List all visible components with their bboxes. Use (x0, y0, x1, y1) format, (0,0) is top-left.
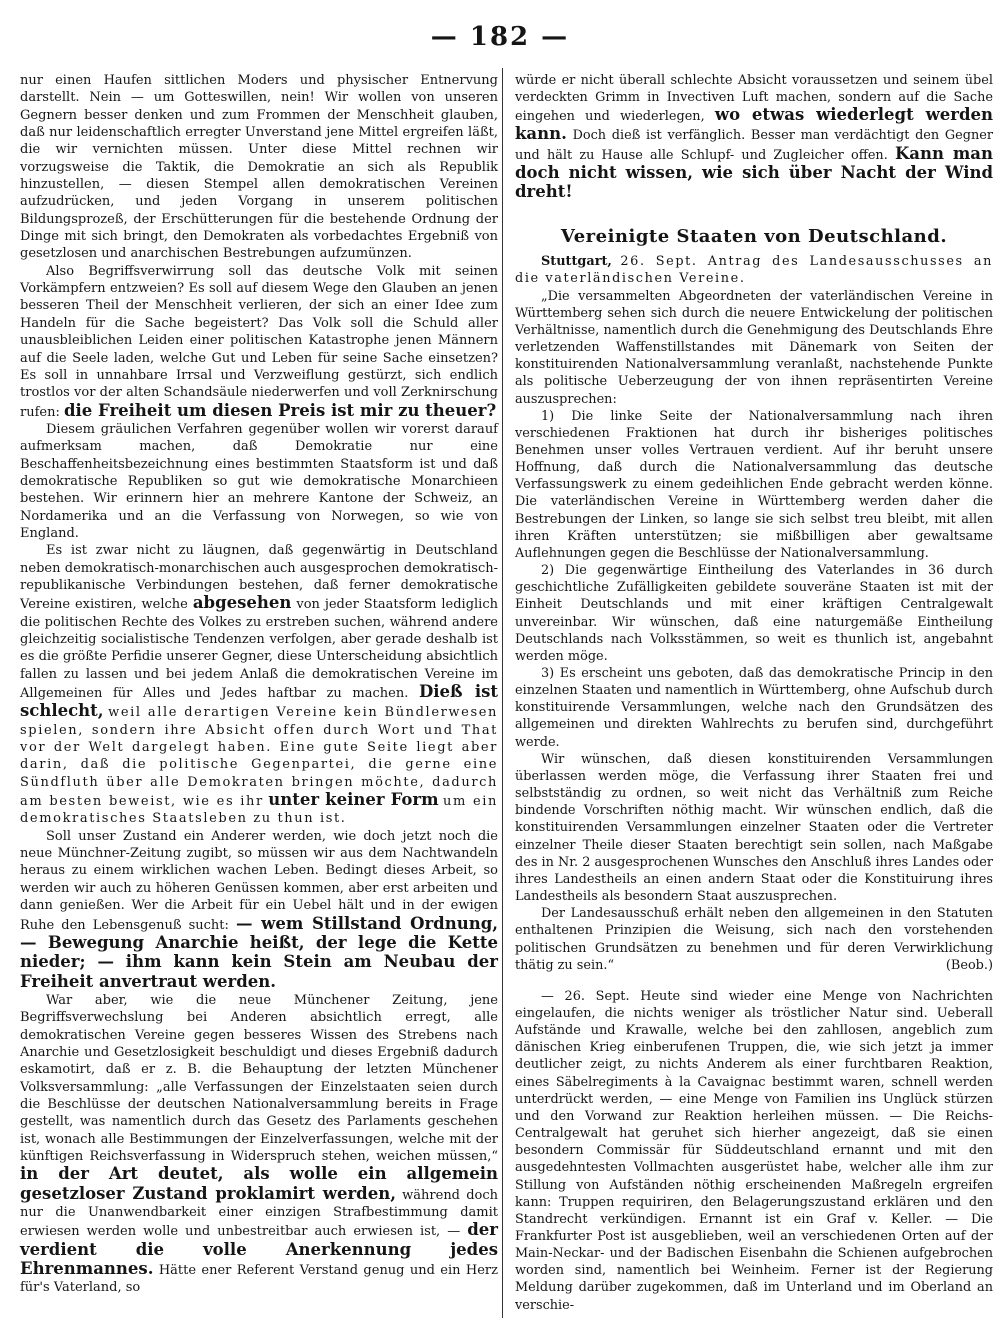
paragraph (20, 421, 498, 542)
bold-emphasis: abgesehen (192, 593, 292, 613)
paragraph (515, 253, 993, 287)
text-run: 2) Die gegenwärtige Eintheilung des Vaterlandes in 36 durch geschichtliche Zufälligkeiten gebildete souveräne Staaten ist mit der Einheit Deutschlands und mit einer kräftigen Centralgewalt unvereinbar. Wir wünschen, daß eine naturgemäße Eintheilung Deutschlands nach Volksstämmen, so weit es thunlich ist, angebahnt werden möge. (515, 563, 993, 664)
paragraph (515, 288, 993, 408)
paragraph (515, 408, 993, 562)
text-run: Es ist zwar nicht zu läugnen, daß gegenwärtig in Deutschland neben demokratisch-monarchischen auch ausgesprochen demokratisch-republikanische Verbindungen bestehen, daß ferner demokratische Vereine existiren, welche (20, 543, 498, 613)
text-run: „Die versammelten Abgeordneten der vaterländischen Vereine in Württemberg sehen sich durch die neuere Entwickelung der politischen Verhältnisse, namentlich durch die Genehmigung des Deutschlands Ehre verletzenden Waffenstillstandes mit Dänemark von Seiten der konstituirenden Nationalversammlung veranlaßt, nachstehende Punkte als politische Ueberzeugung der von ihnen repräsentirten Vereine auszusprechen: (515, 288, 993, 407)
text-run: Diesem gräulichen Verfahren gegenüber wollen wir vorerst darauf aufmerksam machen, daß Demokratie nur eine Beschaffenheitsbezeichnung eines bestimmten Staatsform ist und daß demokratische Republiken so gut wie demokratische Monarchieen bestehen. Wir erinnern hier an mehrere Kantone der Schweiz, an Nordamerika und an die Verfassung von Norwegen, so wie von England. (20, 421, 498, 541)
text-run: nur einen Haufen sittlichen Moders und physischer Entnervung darstellt. Nein — um Gotteswillen, nein! Wir wollen von unseren Gegnern besser denken und zum Frommen der Menschheit glauben, daß nur leidenschaftlich erregter Unverstand jene Mittel ergreifen läßt, die wir vernichten müssen. Unter diese Mittel rechnen wir vorzugsweise die Taktik, die Demokratie an sich als Republik hinzustellen, — diesen Stempel allen demokratischen Vereinen aufzudrücken, und jeden Vorgang in unserem politischen Bildungsprozeß, der Erschütterungen für die bestehende Ordnung der Dinge mit sich bringt, den Demokraten als vorbedachtes Ergebniß von gesetzlosen und anarchischen Bestrebungen aufzumünzen. (20, 73, 498, 262)
paragraph (515, 665, 993, 751)
text-run: Hätte ener Referent Verstand genug und ein Herz für's Vaterland, so (20, 1263, 498, 1296)
bold-emphasis: — wem Stillstand Ordnung, — Bewegung Anarchie heißt, der lege die Kette nieder; — ihm kann kein Stein am Neubau der Freiheit anvertraut werden. (20, 913, 498, 991)
text-run: Der Landesausschuß erhält neben den allgemeinen in den Statuten enthaltenen Prinzipien die Weisung, sich nach den vorstehenden politischen Grundsätzen zu benehmen und für deren Verwirklichung thätig zu sein.“ (515, 906, 993, 973)
paragraph (20, 263, 498, 421)
text-run: War aber, wie die neue Münchener Zeitung, jene Begriffsverwechslung bei Anderen absichtlich erregt, alle demokratischen Vereine gegen besseres Wissen des Strebens nach Anarchie und Gesetzlosigkeit beschuldigt und dieses Ergebniß dadurch eskamotirt, daß er z. B. die Behauptung der letzten Münchener Volksversammlung: „alle Verfassungen der Einzelstaaten seien durch die Beschlüsse der deutschen Nationalversammlung bereits in Frage gestellt, was namentlich durch das Gesetz des Parlaments geschehen ist, wonach alle Bestimmungen der Einzelverfassungen, welche mit der künftigen Reichsverfassung in Widerspruch stehen, weichen müssen,“ (20, 992, 498, 1164)
text-run: von jeder Staatsform lediglich die politischen Rechte des Volkes zu erstreben suchen, während andere gleichzeitig socialistische Tendenzen verfolgen, aber gerade deshalb ist es die größte Perfidie unserer Gegner, diese Unterscheidung absichtlich fallen zu lassen und bei jedem Anlaß die demokratischen Vereine im Allgemeinen für Alles und Jedes haftbar zu machen. (20, 597, 498, 702)
left-column (20, 72, 498, 1297)
paragraph (515, 905, 993, 974)
spaced-text: um ein demokratisches Staatsleben zu thun ist. (20, 794, 498, 827)
dateline-place: Stuttgart, (541, 254, 612, 270)
text-run: Soll unser Zustand ein Anderer werden, wie doch jetzt noch die neue Münchner-Zeitung zugibt, so müssen wir aus dem Nachtwandeln heraus zu einem wirklichen wachen Leben. Bedingt dieses Arbeit, so werden wir auch zu höheren Genüssen kommen, aber erst arbeiten und dann genießen. Wer die Arbeit für ein Uebel hält und in der ewigen Ruhe den Lebensgenuß sucht: (20, 828, 498, 933)
bold-emphasis: die Freiheit um diesen Preis ist mir zu theuer? (64, 400, 497, 420)
bold-emphasis: unter keiner Form (268, 790, 439, 810)
text-run: Also Begriffsverwirrung soll das deutsche Volk mit seinen Vorkämpfern entzweien? Es soll auf diesem Wege den Glauben an jenen besseren Theil der Menschheit verlieren, der sich an einer Idee zum Handeln für die Sache begeistert? Das Volk soll die Schuld aller unausbleiblichen Leiden einer politischen Katastrophe jenen Männern auf die Seele laden, welche Gut und Leben für seine Sache einsetzen? Es soll in unnahbare Irrsal und Verzweiflung gestürzt, sich endlich trostlos vor der alten Schandsäule niederwerfen und voll Zerknirschung rufen: (20, 263, 498, 420)
spaced-text: weil alle derartigen Vereine kein Bündlerwesen spielen, sondern ihre Absicht offen durch Wort und That vor der Welt dargelegt haben. Eine gute Seite liegt aber darin, daß die politische Gegenpartei, die gerne eine Sündfluth über alle Demokraten bringen möchte, dadurch am besten beweist, wie es ihr (20, 705, 498, 810)
column-divider (502, 68, 503, 1318)
source-attribution: (Beob.) (945, 957, 993, 973)
bold-emphasis: Dieß ist schlecht, (20, 682, 498, 721)
bold-emphasis: wo etwas wiederlegt werden kann. (515, 105, 993, 144)
paragraph (20, 992, 498, 1297)
bold-emphasis: Kann man doch nicht wissen, wie sich über Nacht der Wind dreht! (515, 143, 993, 201)
spacer (515, 974, 993, 988)
paragraph (20, 828, 498, 992)
text-run: 1) Die linke Seite der Nationalversammlung nach ihren verschiedenen Fraktionen hat durch ihr bisheriges politisches Benehmen unser volles Vertrauen verdient. Auf ihr beruht unsere Hoffnung, daß durch die Nationalversammlung das deutsche Verfassungswerk zu einem gedeihlichen Ende gebracht werden könne. Die vaterländischen Vereine in Württemberg werden daher die Bestrebungen der Linken, so lange sie sich selbst treu bleibt, mit allen ihren Kräften unterstützen; sie mißbilligen aber gewaltsame Auflehnungen gegen die Beschlüsse der Nationalversammlung. (515, 408, 993, 561)
dateline-text: 26. Sept. Antrag des Landesausschusses an die vaterländischen Vereine. (515, 254, 993, 287)
paragraph (20, 72, 498, 263)
paragraph (515, 751, 993, 905)
section-title: Vereinigte Staaten von Deutschland. (560, 226, 948, 248)
bold-emphasis: in der Art deutet, als wolle ein allgemein gesetzloser Zustand proklamirt werden, (20, 1164, 498, 1203)
text-run: Wir wünschen, daß diesen konstituirenden Versammlungen überlassen werden möge, die Verfassung ihrer Staaten frei und selbstständig zu ordnen, so weit nicht das Verhältniß zum Reiche bindende Vorschriften nöthig macht. Wir wünschen endlich, daß die konstituirenden Versammlungen einzelner Staaten oder die Vertreter einzelner Theile dieser Staaten berechtigt sein sollen, nach Maßgabe des in Nr. 2 ausgesprochenen Wunsches den Anschluß ihres Landes oder ihres Landestheils an einen andern Staat oder die Konstituirung ihres Landestheils als besondern Staat auszusprechen. (515, 751, 993, 905)
text-run: — 26. Sept. Heute sind wieder eine Menge von Nachrichten eingelaufen, die nichts weniger als tröstlicher Natur sind. Ueberall Aufstände und Krawalle, welche bei den zahllosen, angeblich zum dänischen Krieg einberufenen Truppen, die, wie sich jetzt ja immer deutlicher zeigt, zu nichts Anderem als einer furchtbaren Reaktion, eines Säbelregiments à la Cavaignac bestimmt waren, schnell werden unterdrückt werden, — eine Menge von Familien ins Unglück stürzen und den Vorwand zur Reaktion herleihen müssen. — Die Reichs-Centralgewalt hat geruhet sich hierher angezeigt, daß sie einen besondern Commissär für Süddeutschland ernannt und mit den ausgedehntesten Vollmachten ausgerüstet habe, welcher alle ihm zur Stillung von Aufständen nöthig erscheinenden Maßregeln ergreifen kann: Truppen requiriren, den Belagerungszustand erklären und den Standrecht verkündigen. Ernannt ist ein Graf v. Keller. — Die Frankfurter Post ist ausgeblieben, weil an verschiedenen Orten auf der Main-Neckar- und der Badischen Eisenbahn die Schienen aufgebrochen worden sind, namentlich bei Weinheim. Ferner ist der Regierung Meldung darüber zugekommen, daß im Unterland und im Oberland an verschie- (515, 988, 993, 1313)
page-number: — 182 — (430, 22, 570, 52)
text-run: 3) Es erscheint uns geboten, daß das demokratische Princip in den einzelnen Staaten und namentlich in Württemberg, ohne Aufschub durch konstituirende Versammlungen, welche nach den Grundsätzen des allgemeinen und direkten Wahlrechts zu berufen sind, durchgeführt werde. (515, 666, 993, 750)
paragraph (515, 562, 993, 665)
bold-emphasis: der verdient die volle Anerkennung jedes Ehrenmannes. (20, 1220, 498, 1279)
text-run: während doch nur die Unanwendbarkeit einer einzigen Strafbestimmung damit erwiesen werden wolle und unbestreitbar auch erwiesen ist, — (20, 1187, 498, 1240)
paragraph (515, 72, 993, 202)
right-column (515, 72, 993, 1314)
text-run: Doch dieß ist verfänglich. Besser man verdächtigt den Gegner und hält zu Hause alle Schlupf- und Zugleicher offen. (515, 128, 993, 163)
paragraph (20, 542, 498, 828)
text-run: würde er nicht überall schlechte Absicht voraussetzen und seinem übel verdeckten Grimm in Invectiven Luft machen, sondern auf die Sache eingehen und wiederlegen, (515, 73, 993, 125)
paragraph (515, 988, 993, 1314)
